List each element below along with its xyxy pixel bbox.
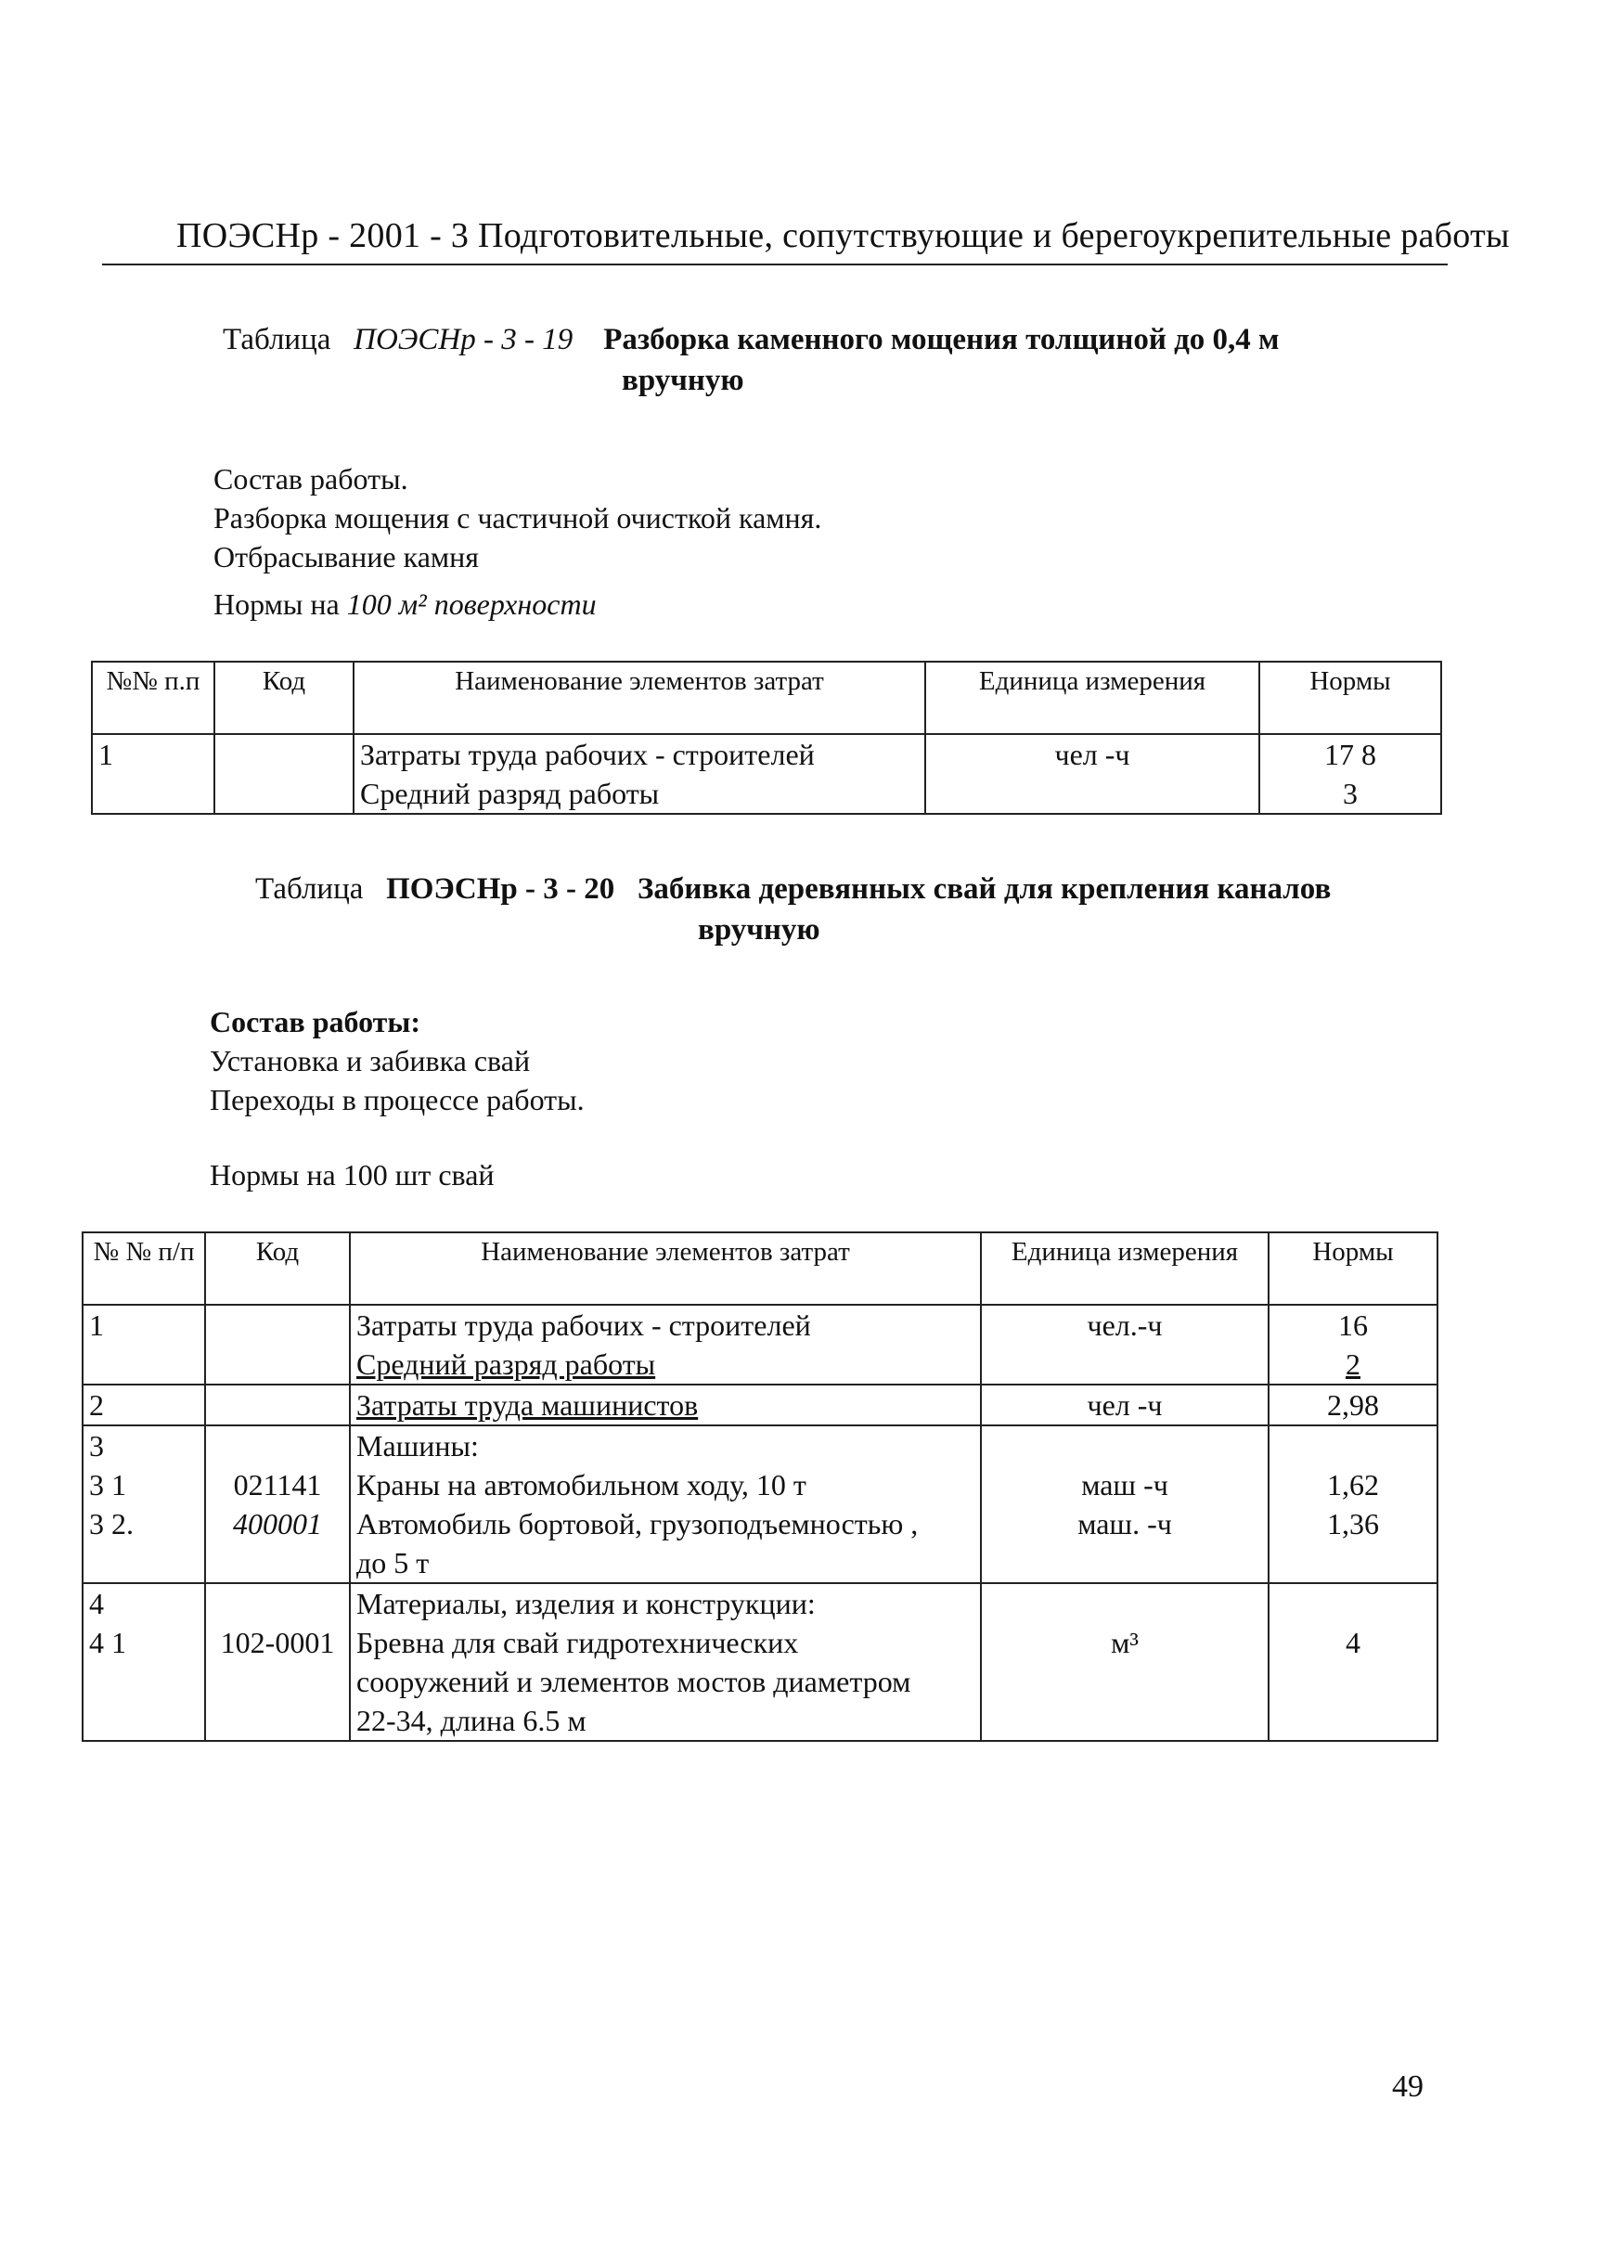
- table20-cell-code: 102-0001: [205, 1583, 350, 1741]
- table-row: [83, 1425, 1437, 1583]
- table-row: [92, 734, 1441, 814]
- table20-title-line1: Забивка деревянных свай для крепления каналов: [637, 872, 1332, 906]
- table19-col-norm: Нормы: [1259, 662, 1441, 734]
- table19-label: Таблица: [223, 323, 331, 356]
- table20-cell-name: Затраты труда машинистов: [350, 1385, 981, 1425]
- table19-title-line1: Разборка каменного мощения толщиной до 0,4 м: [603, 323, 1280, 356]
- table20-cell-num: 2: [83, 1385, 205, 1425]
- table19-norm-prefix: Нормы на: [213, 587, 340, 621]
- table19-code: ПОЭСНр - 3 - 19: [354, 323, 574, 356]
- table20-step-2: Переходы в процессе работы.: [210, 1083, 585, 1116]
- table20-caption: [255, 872, 1331, 907]
- table20-cell-unit: м³: [981, 1583, 1269, 1741]
- table20-cell-code: [205, 1305, 350, 1385]
- running-header: ПОЭСНр - 2001 - 3 Подготовительные, сопутствующие и берегоукрепительные работы: [176, 216, 1510, 255]
- table-row: [83, 1385, 1437, 1425]
- table19-col-name: Наименование элементов затрат: [354, 662, 925, 734]
- table19-norm-unit: 100 м² поверхности: [346, 587, 597, 621]
- table20-cell-name: Машины: Краны на автомобильном ходу, 10 т Автомобиль бортовой, грузоподъемностью , до 5 т: [350, 1425, 981, 1583]
- table19-cell-code: [214, 734, 354, 814]
- table-row: [83, 1305, 1437, 1385]
- table20-cell-unit: чел -ч: [981, 1385, 1269, 1425]
- table20-cell-code: 021141 400001: [205, 1425, 350, 1583]
- table19-caption: [223, 323, 1280, 357]
- table19-cell-num: 1: [92, 734, 214, 814]
- page-number: 49: [1392, 2069, 1424, 2104]
- table20-norm-basis: Нормы на 100 шт свай: [210, 1158, 495, 1192]
- table19-cell-unit: чел -ч: [925, 734, 1259, 814]
- table20-cell-norm: 2,98: [1269, 1385, 1437, 1425]
- table19-title-line2: вручную: [622, 364, 744, 397]
- table19-cell-name: Затраты труда рабочих - строителей Средний разряд работы: [354, 734, 925, 814]
- table20-cell-norm: 16 2: [1269, 1305, 1437, 1385]
- table20-col-code: Код: [205, 1232, 350, 1305]
- table20-cell-num: 3 3 1 3 2.: [83, 1425, 205, 1583]
- table20-cell-num: 4 4 1: [83, 1583, 205, 1741]
- table20-col-norm: Нормы: [1269, 1232, 1437, 1305]
- table20-cell-norm: 4: [1269, 1583, 1437, 1741]
- table20-title-line2: вручную: [698, 913, 820, 947]
- table19-norm-basis: [213, 585, 597, 624]
- table19-cell-norm: 17 8 3: [1259, 734, 1441, 814]
- table19-col-unit: Единица измерения: [925, 662, 1259, 734]
- table20-cell-code: [205, 1385, 350, 1425]
- table20-cell-norm: 1,62 1,36: [1269, 1425, 1437, 1583]
- table19-step-2: Отбрасывание камня: [213, 540, 479, 573]
- table20-cell-name: Затраты труда рабочих - строителей Средний разряд работы: [350, 1305, 981, 1385]
- table19-composition: [213, 459, 821, 576]
- table20-code: ПОЭСНр - 3 - 20: [386, 872, 615, 906]
- table20-step-1: Установка и забивка свай: [210, 1044, 531, 1077]
- table20-col-name: Наименование элементов затрат: [350, 1232, 981, 1305]
- table20-cell-unit: маш -ч маш. -ч: [981, 1425, 1269, 1583]
- table20-label: Таблица: [255, 872, 364, 906]
- table20-composition-heading: Состав работы:: [210, 1005, 421, 1038]
- table19-step-1: Разборка мощения с частичной очисткой камня.: [213, 501, 822, 535]
- table20-cell-num: 1: [83, 1305, 205, 1385]
- table20: [82, 1231, 1438, 1742]
- table19-composition-heading: Состав работы.: [213, 462, 408, 496]
- table19-col-code: Код: [214, 662, 354, 734]
- header-rule: [102, 264, 1448, 265]
- table19: [91, 661, 1442, 815]
- table20-col-unit: Единица измерения: [981, 1232, 1269, 1305]
- table20-col-num: № № п/п: [83, 1232, 205, 1305]
- table19-col-num: №№ п.п: [92, 662, 214, 734]
- table20-composition: [210, 1002, 585, 1119]
- table20-cell-name: Материалы, изделия и конструкции: Бревна для свай гидротехнических сооружений и элементов мостов диаметром 22-34, длина 6.5 м: [350, 1583, 981, 1741]
- table-row: [83, 1583, 1437, 1741]
- table20-cell-unit: чел.-ч: [981, 1305, 1269, 1385]
